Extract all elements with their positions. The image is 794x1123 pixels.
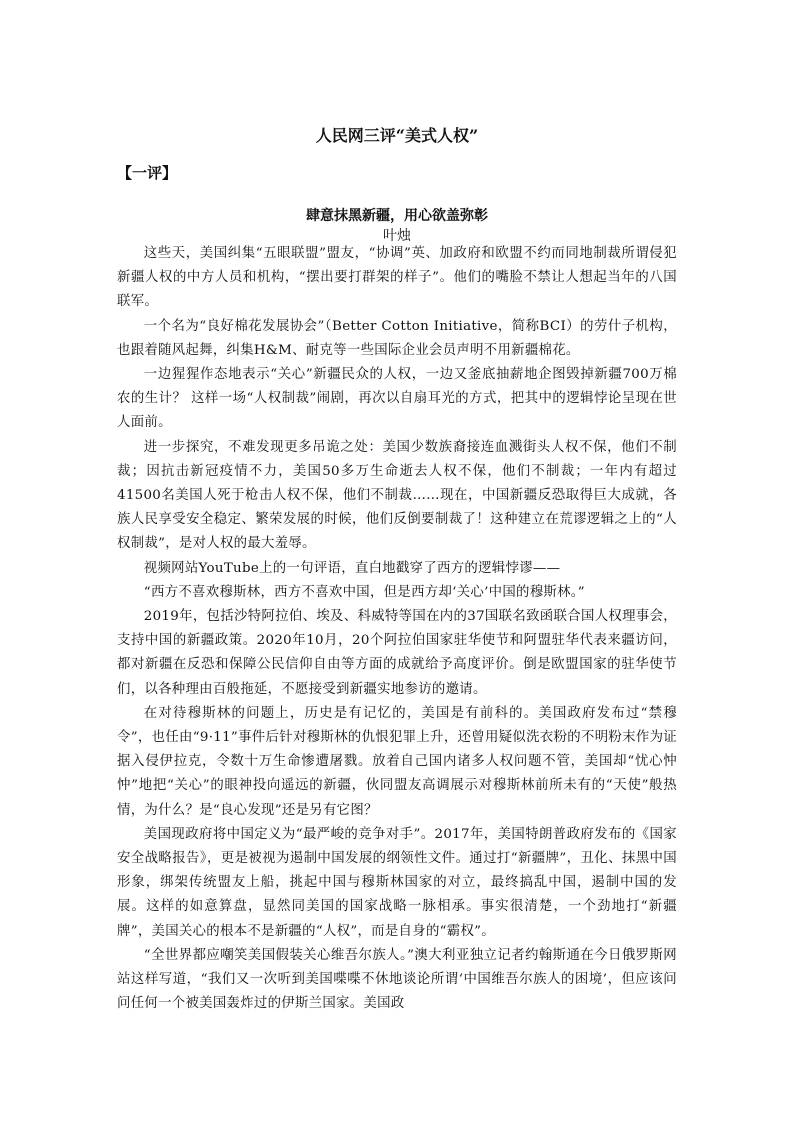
- paragraph: 一个名为“良好棉花发展协会”（Better Cotton Initiative，简称BCI）的劳什子机构，也跟着随风起舞，纠集H&M、耐克等一些国际企业会员声明不用新疆棉花。: [117, 318, 677, 358]
- author-byline: 叶烛: [383, 228, 411, 244]
- paragraph: 进一步探究，不难发现更多吊诡之处：美国少数族裔接连血溅街头人权不保，他们不制裁；因抗击新冠疫情不力，美国50多万生命逝去人权不保，他们不制裁；一年内有超过41500名美国人死于枪击人权不保，他们不制裁……现在，中国新疆反恐取得巨大成就，各族人民享受安全稳定、繁荣发展的时候，他们反倒要制裁了！这种建立在荒谬逻辑之上的“人权制裁”，是对人权的最大羞辱。: [117, 439, 677, 552]
- section-label: 【一评】: [117, 164, 178, 182]
- paragraph: “全世界都应嘲笑美国假装关心维吾尔族人。”澳大利亚独立记者约翰斯通在今日俄罗斯网站这样写道，“我们又一次听到美国喋喋不休地谈论所谓‘中国维吾尔族人的困境’，但应该问问任何一个被美国轰炸过的伊斯兰国家。美国政: [117, 947, 677, 1012]
- paragraph: 在对待穆斯林的问题上，历史是有记忆的，美国是有前科的。美国政府发布过“禁穆令”，也任由“9·11”事件后针对穆斯林的仇恨犯罪上升，还曾用疑似洗衣粉的不明粉末作为证据入侵伊拉克，令数十万生命惨遭屠戮。放着自己国内诸多人权问题不管，美国却“忧心忡忡”地把“关心”的眼神投向遥远的新疆，伙同盟友高调展示对穆斯林前所未有的“天使”般热情，为什么？是“良心发现”还是另有它图？: [117, 705, 677, 818]
- paragraph: 视频网站YouTube上的一句评语，直白地戳穿了西方的逻辑悖谬——: [143, 560, 561, 576]
- article-body: [117, 242, 677, 1017]
- article-title: 肆意抹黑新疆，用心欲盖弥彰: [306, 208, 488, 224]
- paragraph: 美国现政府将中国定义为“最严峻的竞争对手”。2017年，美国特朗普政府发布的《国家安全战略报告》，更是被视为遏制中国发展的纲领性文件。通过打“新疆牌”，丑化、抹黑中国形象，绑架传统盟友上船，挑起中国与穆斯林国家的对立，最终搞乱中国，遏制中国的发展。这样的如意算盘，显然同美国的国家战略一脉相承。事实很清楚，一个劲地打“新疆牌”，美国关心的根本不是新疆的“人权”，而是自身的“霸权”。: [117, 826, 677, 939]
- paragraph: 这些天，美国纠集“五眼联盟”盟友，“协调”英、加政府和欧盟不约而同地制裁所谓侵犯新疆人权的中方人员和机构，“摆出要打群架的样子”。他们的嘴脸不禁让人想起当年的八国联军。: [117, 246, 677, 310]
- document-title: 人民网三评“美式人权”: [315, 126, 479, 145]
- paragraph: 一边猩猩作态地表示“关心”新疆民众的人权，一边又釜底抽薪地企图毁掉新疆700万棉农的生计？ 这样一场“人权制裁”闹剧，再次以自扇耳光的方式，把其中的逻辑悖论呈现在世人面前。: [117, 367, 677, 431]
- paragraph: 2019年，包括沙特阿拉伯、埃及、科威特等国在内的37国联名致函联合国人权理事会，支持中国的新疆政策。2020年10月，20个阿拉伯国家驻华使节和阿盟驻华代表来疆访问，都对新疆在反恐和保障公民信仰自由等方面的成就给予高度评价。倒是欧盟国家的驻华使节们，以各种理由百般拖延，不愿接受到新疆实地参访的邀请。: [117, 609, 677, 697]
- quote-paragraph: “西方不喜欢穆斯林，西方不喜欢中国，但是西方却‘关心’中国的穆斯林。”: [143, 584, 585, 600]
